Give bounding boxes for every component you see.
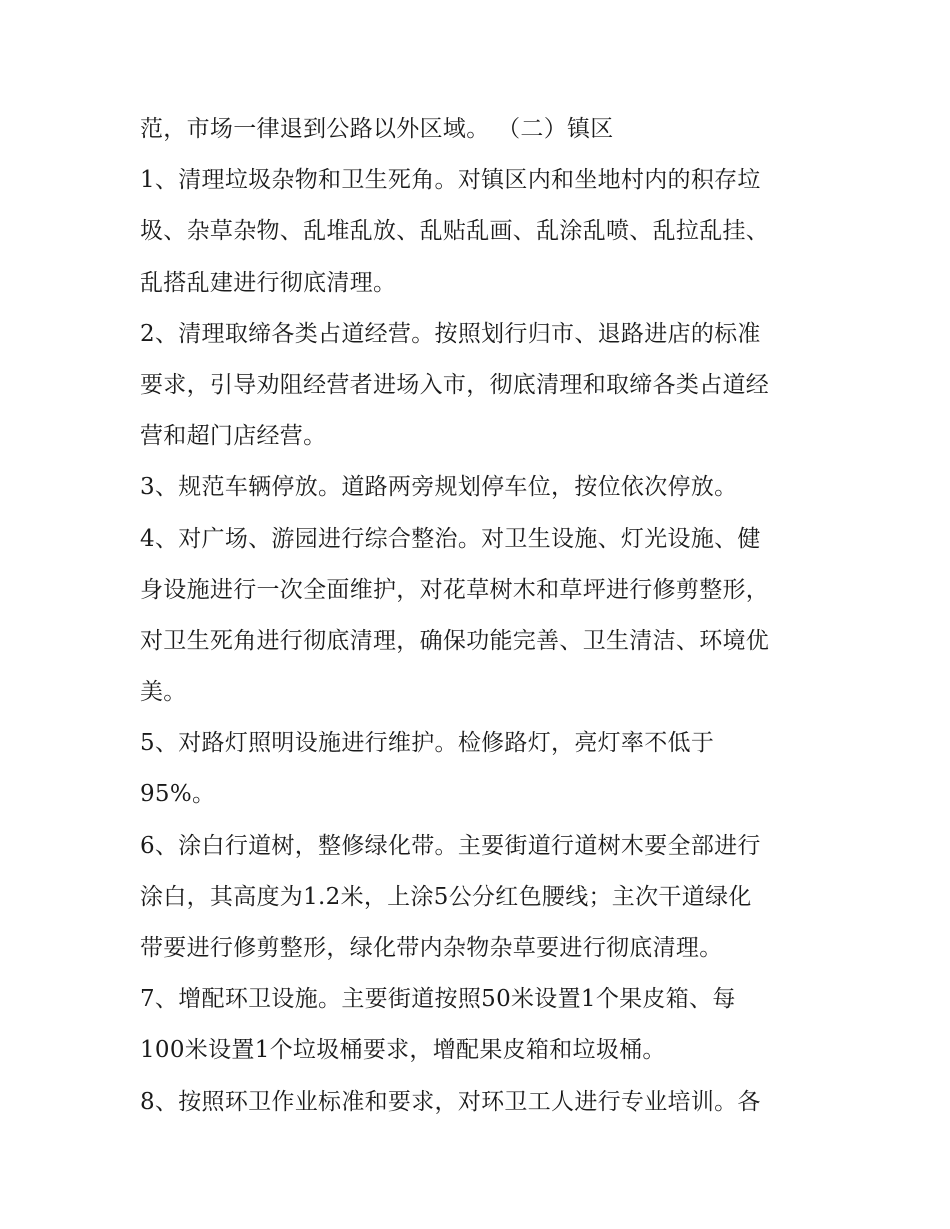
text-line: 95%。 xyxy=(140,781,216,808)
text-line: 乱搭乱建进行彻底清理。 xyxy=(140,269,397,296)
text-line: 对卫生死角进行彻底清理，确保功能完善、卫生清洁、环境优 xyxy=(140,627,770,654)
text-line: 要求，引导劝阻经营者进场入市，彻底清理和取缔各类占道经 xyxy=(140,371,770,398)
text-line: 7、增配环卫设施。主要街道按照50米设置1个果皮箱、每 xyxy=(140,986,736,1013)
text-line: 营和超门店经营。 xyxy=(140,423,327,450)
text-line: 美。 xyxy=(140,679,187,706)
text-line: 3、规范车辆停放。道路两旁规划停车位，按位依次停放。 xyxy=(140,474,738,501)
body-text xyxy=(140,104,830,1128)
text-line: 涂白，其高度为1.2米，上涂5公分红色腰线；主次干道绿化 xyxy=(140,883,752,910)
text-line: 6、涂白行道树，整修绿化带。主要街道行道树木要全部进行 xyxy=(140,832,761,859)
text-line: 5、对路灯照明设施进行维护。检修路灯，亮灯率不低于 xyxy=(140,730,715,757)
text-line: 身设施进行一次全面维护，对花草树木和草坪进行修剪整形， xyxy=(140,576,770,603)
text-line: 100米设置1个垃圾桶要求，增配果皮箱和垃圾桶。 xyxy=(140,1037,666,1064)
text-line: 4、对广场、游园进行综合整治。对卫生设施、灯光设施、健 xyxy=(140,525,761,552)
text-line: 1、清理垃圾杂物和卫生死角。对镇区内和坐地村内的积存垃 xyxy=(140,167,761,194)
text-line: 8、按照环卫作业标准和要求，对环卫工人进行专业培训。各 xyxy=(140,1088,761,1115)
text-line: 圾、杂草杂物、乱堆乱放、乱贴乱画、乱涂乱喷、乱拉乱挂、 xyxy=(140,218,770,245)
text-line: 2、清理取缔各类占道经营。按照划行归市、退路进店的标准 xyxy=(140,320,761,347)
text-line: 带要进行修剪整形，绿化带内杂物杂草要进行彻底清理。 xyxy=(140,935,723,961)
text-line: 范，市场一律退到公路以外区域。 （二）镇区 xyxy=(140,116,614,142)
